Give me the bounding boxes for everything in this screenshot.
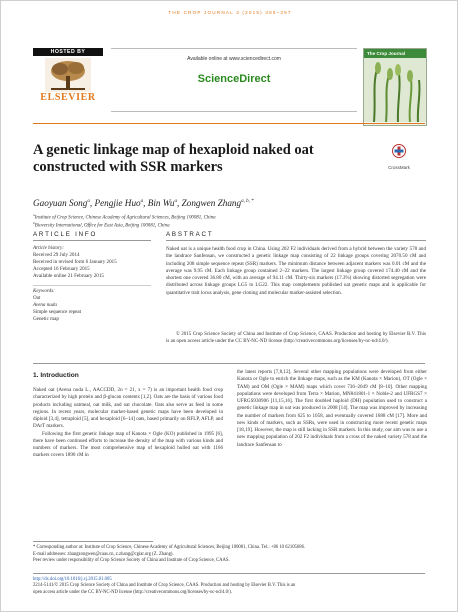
journal-cover-thumbnail[interactable] <box>363 48 427 126</box>
body-paragraph: Following the first genetic linkage map of Kanota × Ogle (KO) published in 1995 [6], there have been continued efforts to increase the density of the map with various kinds and numbers of markers. The most comprehensive map of hexaploid hulled oat with 1166 markers covers 1890 cM in <box>33 430 223 459</box>
cover-title: The Crop Journal <box>364 49 426 58</box>
author-list: Gaoyuan Song$^a$, Pengjie Huo$^a$, Bin Wu$^a$, Zongwen Zhang$^{a, b, *}$ <box>33 198 254 208</box>
abstract-heading: ABSTRACT <box>166 231 214 238</box>
history-received: Received 29 July 2014 <box>33 252 80 259</box>
article-info-heading: ARTICLE INFO <box>33 231 98 238</box>
keyword-item: Simple sequence repeat <box>33 309 82 316</box>
body-paragraph: the latest reports [7,8,12]. Several other mapping populations were developed from either Kanota or Ogle to enrich the linkage maps, such as the KM (Kanota × Marion), OT (Ogle × TAM) and OM (Ogle × MAM) maps which cover 736–2049 cM [8–10]. Other mapping populations were developed from Terra × Marion, MN841801-1 × Noble-2 and UFRGS7 × UFRGS930906 [11,15,16]. The first doubled haploid (DH) population used to construct a genetic linkage map in oat was produced in 2008 [14]. The map was improved by increasing the number of markers from 625 to 1058, and eventually covered 1688 cM [17]. More and new kinds of markers, such as SSRs, were used in constructing more recent genetic maps [18,19]. However, the map is still lacking in SSR markers. In this study, our aim was to use a new mapping population of 202 F2 individuals from a cross of the naked variety 578 and the landrace Sanfensan to <box>237 369 427 448</box>
keywords-divider <box>33 285 151 286</box>
crossmark-badge[interactable] <box>379 144 419 174</box>
author-superscript: a <box>87 198 90 204</box>
header-center-block <box>111 48 357 112</box>
footnote-divider <box>33 541 153 542</box>
author-superscript: a <box>140 198 144 204</box>
issn-license-line: 2214-5141/© 2015 Crop Science Society of China and Institute of Crop Science, CAAS. Production and hosting by Elsevier B.V. This is an <box>33 583 296 589</box>
doi-divider <box>33 573 425 574</box>
history-label: Article history: <box>33 245 64 251</box>
hosted-by-label: HOSTED BY <box>33 48 103 56</box>
abstract-text: Naked oat is a unique health food crop in China. Using 202 F2 individuals derived from a hybrid between the variety 578 and the landrace Sanfensan, we constructed a genetic linkage map consisting of 22 linkage groups covering 2070.50 cM and including 208 simple sequence repeat (SSR) markers. The minimum distance between adjacent markers was 0.01 cM and the average was 9.95 cM. Each linkage group contained 2–22 markers. The largest linkage group covered 174.40 cM and the shortest one covered 36.80 cM, with an average of 94.11 cM. Thirty-six markers (17.3%) showing distorted segregation were distributed across linkage groups LG5 to LG22. This map complements published oat genetic maps and is applicable for quantitative trait locus analysis, gene cloning and molecular marker-assisted selection. <box>166 246 426 296</box>
doi-link[interactable]: http://dx.doi.org/10.1016/j.cj.2015.01.005 <box>33 577 112 582</box>
sciencedirect-logo: ScienceDirect <box>197 73 271 85</box>
keyword-item: Oat <box>33 295 41 302</box>
author-name[interactable]: Gaoyuan Song <box>33 198 88 208</box>
keywords-block <box>33 288 158 323</box>
author-name[interactable]: Bin Wu <box>147 198 175 208</box>
header-divider <box>33 123 425 124</box>
author-superscript: a, b, * <box>241 198 254 204</box>
hosted-by-block <box>33 48 103 110</box>
crossmark-icon <box>392 144 406 160</box>
keywords-label: Keywords: <box>33 288 55 294</box>
article-history <box>33 245 158 280</box>
history-accepted: Accepted 16 February 2015 <box>33 266 90 273</box>
body-divider <box>33 363 425 364</box>
introduction-heading: 1. Introduction <box>33 372 79 379</box>
abstract-copyright: © 2015 Crop Science Society of China and Institute of Crop Science, CAAS. Production and hosting by Elsevier B.V. This is an open access article under the CC BY-NC-ND license (http://creativecommons.org/licenses/by-nc-nd/4.0/). <box>166 332 426 345</box>
body-left-column <box>33 387 223 460</box>
elsevier-tree-icon <box>45 58 91 92</box>
abstract-body <box>166 246 426 297</box>
history-online: Available online 21 February 2015 <box>33 273 104 280</box>
body-paragraph: Naked oat (Avena nuda L., AACCDD, 2n = 21, x = 7) is an important health food crop characterized by high protein and β-glucan contents [1,2]. Oats are the basis of various food products including oatmeal, oat milk, and oat chocolate. Oats also serve as feed in some regions. In recent years, molecular marker-based genetic maps have been developed in diploid [3,4], tetraploid [5], and hexaploid [6–14] oats, based primarily on RFLP, AFLP, and DArT markers. <box>33 387 223 430</box>
author-superscript: a <box>174 198 178 204</box>
abstract-divider <box>166 240 426 241</box>
affiliation-a: $^a$Institute of Crop Science, Chinese Academy of Agricultural Sciences, Beijing 100081, China <box>33 213 216 221</box>
journal-running-header: THE CROP JOURNAL 3 (2015) 385–397 <box>168 10 292 15</box>
article-info-divider <box>33 240 151 241</box>
license-line: open access article under the CC BY-NC-ND license (http://creativecommons.org/licenses/by-nc-nd/4.0/). <box>33 589 232 595</box>
article-title: A genetic linkage map of hexaploid naked oat constructed with SSR markers <box>33 142 314 175</box>
email-note: E-mail addresses: zhangzongwen@caas.cn, z.zhang@cgiar.org (Z. Zhang). <box>33 551 174 557</box>
affiliation-b: $^b$Bioversity International, Office for East Asia, Beijing 100081, China <box>33 221 170 229</box>
footnotes <box>33 545 425 565</box>
body-right-column <box>237 369 427 449</box>
corresponding-author-note: * Corresponding author at: Institute of Crop Science, Chinese Academy of Agricultural Sciences, Beijing 100081, China. Tel.: +86 10 62105686. <box>33 545 306 550</box>
cover-plant-image <box>364 58 426 122</box>
doi-block <box>33 577 425 596</box>
author-name[interactable]: Pengjie Huo <box>94 198 141 208</box>
keyword-item: Genetic map <box>33 316 59 323</box>
peer-review-note: Peer review under responsibility of Crop Science Society of China and Institute of Crop Science, CAAS. <box>33 558 230 564</box>
keyword-item: Avena nuda <box>33 302 57 309</box>
author-name[interactable]: Zongwen Zhang <box>181 198 242 208</box>
available-online-text: Available online at www.sciencedirect.com <box>187 56 281 62</box>
crossmark-label: CrossMark <box>388 165 410 170</box>
elsevier-logo: ELSEVIER <box>40 92 96 103</box>
history-revised: Received in revised form 6 January 2015 <box>33 259 117 266</box>
